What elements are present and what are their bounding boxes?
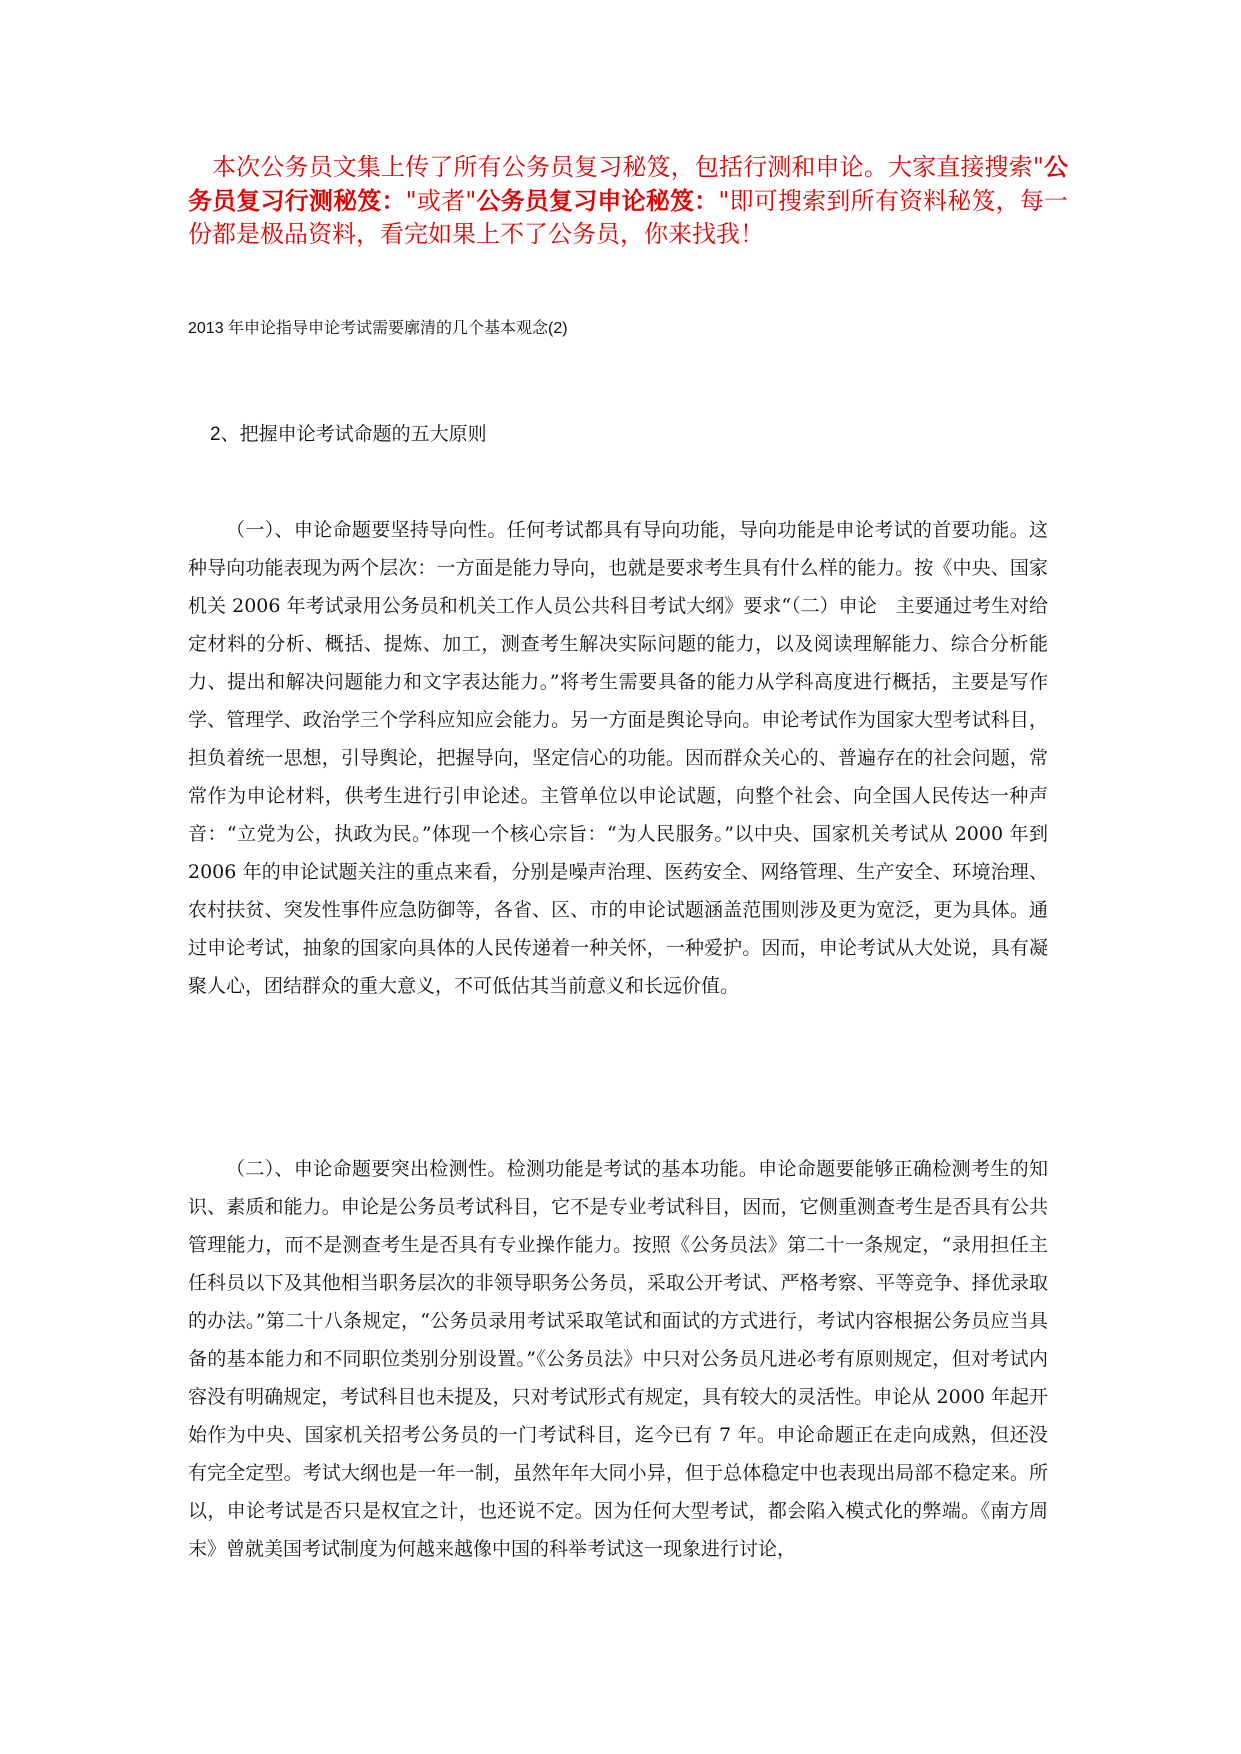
document-title: 2013 年申论指导申论考试需要廓清的几个基本观念(2) [188,320,568,337]
paragraph-2: （二）、申论命题要突出检测性。检测功能是考试的基本功能。申论命题要能够正确检测考生的知识、素质和能力。申论是公务员考试科目，它不是专业考试科目，因而，它侧重测查考生是否具有公共管理能力，而不是测查考生是否具有专业操作能力。按照《公务员法》第二十一条规定，“录用担任主任科员以下及其他相当职务层次的非领导职务公务员，采取公开考试、严格考察、平等竞争、择优录取的办法。”第二十八条规定，“公务员录用考试采取笔试和面试的方式进行，考试内容根据公务员应当具备的基本能力和不同职位类别分别设置。”《公务员法》中只对公务员凡进必考有原则规定，但对考试内容没有明确规定，考试科目也未提及，只对考试形式有规定，具有较大的灵活性。申论从 2000 年起开始作为中央、国家机关招考公务员的一门考试科目，迄今已有 7 年。申论命题正在走向成熟，但还没有完全定型。考试大纲也是一年一制，虽然年年大同小异，但于总体稳定中也表现出局部不稳定来。所以，申论考试是否只是权宜之计，也还说不定。因为任何大型考试，都会陷入模式化的弊端。《南方周末》曾就美国考试制度为何越来越像中国的科举考试这一现象进行讨论， [188,1158,1048,1560]
notice-bold-2: 公务员复习申论秘笈： [476,186,719,215]
notice-quote-open: " [1032,153,1044,181]
notice-tail: "即可搜索到所有资料秘笈，每一份都是极品资料，看完如果上不了公务员，你来找我！ [188,187,1068,248]
promo-notice [188,150,1068,251]
paragraph-1: （一）、申论命题要坚持导向性。任何考试都具有导向功能，导向功能是申论考试的首要功能。这种导向功能表现为两个层次：一方面是能力导向，也就是要求考生具有什么样的能力。按《中央、国家机关 2006 年考试录用公务员和机关工作人员公共科目考试大纲》要求“（二）申论 主要通过考生对给定材料的分析、概括、提炼、加工，测查考生解决实际问题的能力，以及阅读理解能力、综合分析能力、提出和解决问题能力和文字表达能力。”将考生需要具备的能力从学科高度进行概括，主要是写作学、管理学、政治学三个学科应知应会能力。另一方面是舆论导向。申论考试作为国家大型考试科目，担负着统一思想，引导舆论，把握导向，坚定信心的功能。因而群众关心的、普遍存在的社会问题，常常作为申论材料，供考生进行引申论述。主管单位以申论试题，向整个社会、向全国人民传达一种声音：“立党为公，执政为民。”体现一个核心宗旨：“为人民服务。”以中央、国家机关考试从 2000 年到 2006 年的申论试题关注的重点来看，分别是噪声治理、医药安全、网络管理、生产安全、环境治理、农村扶贫、突发性事件应急防御等，各省、区、市的申论试题涵盖范围则涉及更为宽泛，更为具体。通过申论考试，抽象的国家向具体的人民传递着一种关怀，一种爱护。因而，申论考试从大处说，具有凝聚人心，团结群众的重大意义，不可低估其当前意义和长远价值。 [188,519,1048,997]
notice-middle: "或者" [405,187,477,215]
notice-line-1: 本次公务员文集上传了所有公务员复习秘笈，包括行测和申论。大家直接搜索 [212,153,1033,181]
notice-bold-1: 公务员复习行测秘笈： [188,152,1069,215]
section-heading: 2、把握申论考试命题的五大原则 [210,424,487,445]
